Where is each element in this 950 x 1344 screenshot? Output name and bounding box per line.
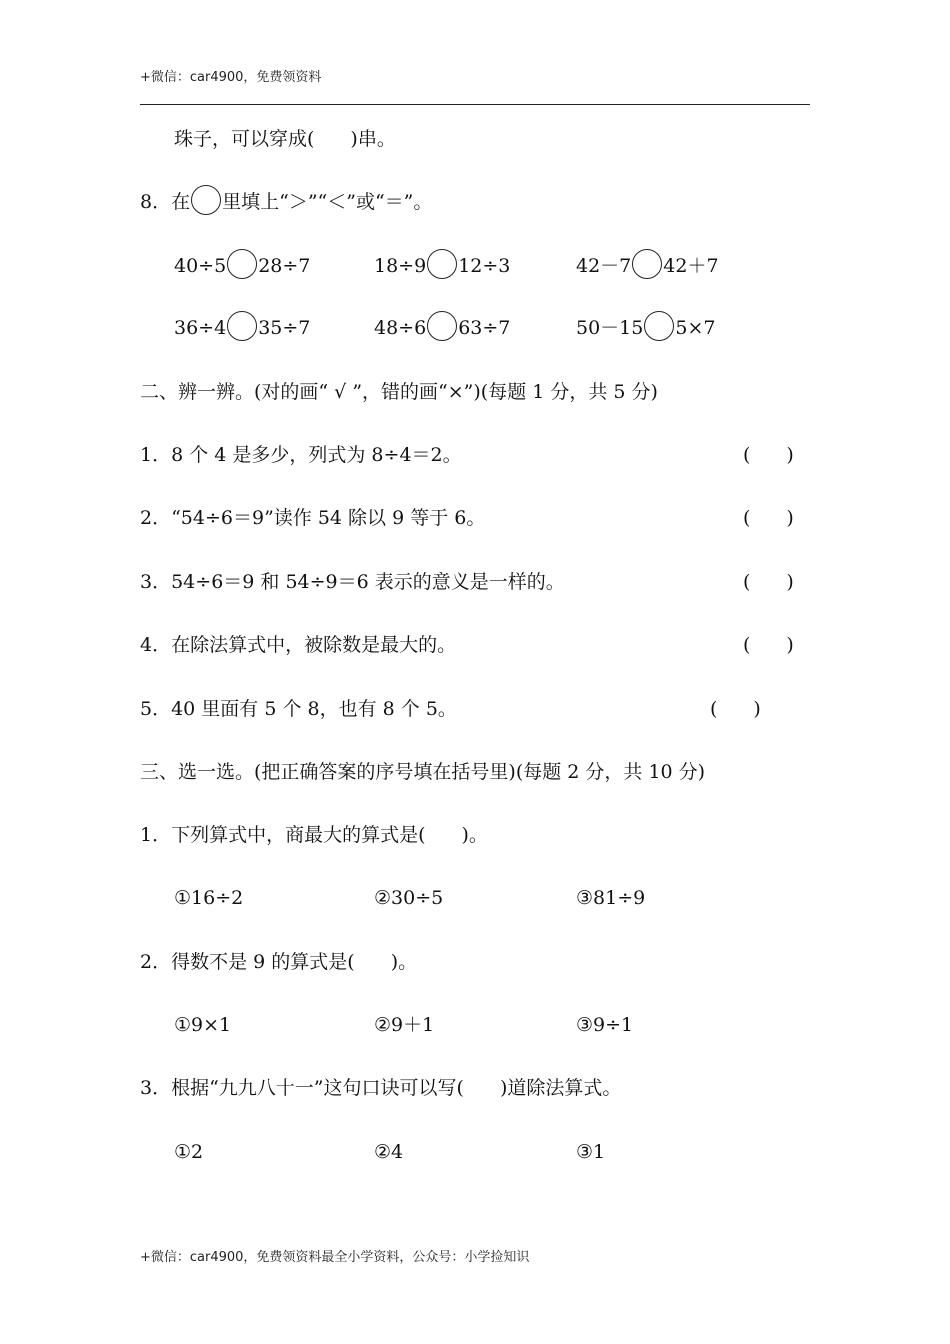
question-text-before: 得数不是 9 的算式是( [171,951,355,973]
page-footer: +微信：car4900，免费领资料最全小学资料，公众号：小学捡知识 [140,1250,530,1265]
answer-blank[interactable] [743,633,794,657]
q8-text-1: 在 [171,191,191,213]
compare-circle[interactable] [632,249,662,279]
compare-right: 12÷3 [458,255,511,277]
item-number: 1． [140,444,172,466]
option-item: ③1 [576,1141,606,1163]
q8-compare-item [174,254,310,279]
question-number: 1． [140,824,172,846]
option-item: ②30÷5 [374,887,444,909]
option-item: ②9＋1 [374,1014,435,1036]
option-item: ①16÷2 [174,887,244,909]
compare-left: 50－15 [576,317,644,339]
compare-circle[interactable] [227,311,257,341]
option-item: ②4 [374,1141,404,1163]
compare-right: 28÷7 [258,255,311,277]
q8-text-2: 里填上“＞”“＜”或“＝”。 [222,191,433,213]
item-text: “54÷6＝9”读作 54 除以 9 等于 6。 [171,507,486,529]
judge-item [140,506,485,530]
compare-circle[interactable] [644,311,674,341]
paren-open: ( [743,634,751,656]
answer-blank[interactable] [743,443,794,467]
compare-right: 42＋7 [663,255,719,277]
judge-item [140,570,565,594]
choice-question [140,950,417,974]
q8-compare-item [374,254,510,279]
item-number: 2． [140,507,172,529]
item-text: 在除法算式中，被除数是最大的。 [171,634,457,656]
continuation-text-after: )串。 [350,128,396,150]
paren-open: ( [743,444,751,466]
item-text: 40 里面有 5 个 8，也有 8 个 5。 [171,698,457,720]
paren-close: ) [786,634,794,656]
answer-blank[interactable] [710,697,761,721]
compare-circle[interactable] [427,249,457,279]
paren-close: ) [786,507,794,529]
question-text-before: 下列算式中，商最大的算式是( [171,824,426,846]
q8-prompt [140,190,432,215]
q8-compare-item [374,316,510,341]
question-text-after: )。 [390,951,418,973]
option-item: ③81÷9 [576,887,646,909]
question-number: 2． [140,951,172,973]
compare-left: 40÷5 [174,255,227,277]
option-item: ①2 [174,1141,204,1163]
paren-open: ( [710,698,718,720]
question-text-before: 根据“九九八十一”这句口诀可以写( [171,1077,464,1099]
continuation-line [174,127,396,151]
compare-circle[interactable] [427,311,457,341]
paren-open: ( [743,571,751,593]
item-text: 8 个 4 是多少，列式为 8÷4＝2。 [171,444,462,466]
q8-compare-item [576,316,715,341]
header-divider [140,104,810,105]
judge-item [140,633,456,657]
compare-left: 48÷6 [374,317,427,339]
choice-question [140,1076,621,1100]
compare-left: 36÷4 [174,317,227,339]
choice-question [140,823,488,847]
compare-right: 35÷7 [258,317,311,339]
question-text-after: )。 [461,824,488,846]
answer-blank[interactable] [743,570,794,594]
q8-compare-item [576,254,719,279]
judge-item [140,697,457,721]
paren-close: ) [786,571,794,593]
item-number: 5． [140,698,172,720]
section3-title: 三、选一选。(把正确答案的序号填在括号里)(每题 2 分，共 10 分) [140,761,706,783]
question-number: 3． [140,1077,172,1099]
paren-close: ) [786,444,794,466]
continuation-text-before: 珠子，可以穿成( [174,128,315,150]
item-text: 54÷6＝9 和 54÷9＝6 表示的意义是一样的。 [171,571,565,593]
option-item: ①9×1 [174,1014,232,1036]
judge-item [140,443,462,467]
compare-right: 5×7 [675,317,716,339]
item-number: 4． [140,634,172,656]
option-item: ③9÷1 [576,1014,634,1036]
page-header: +微信：car4900，免费领资料 [140,70,322,85]
compare-left: 42－7 [576,255,632,277]
item-number: 3． [140,571,172,593]
paren-open: ( [743,507,751,529]
compare-circle[interactable] [227,249,257,279]
compare-left: 18÷9 [374,255,427,277]
paren-close: ) [753,698,761,720]
section2-title: 二、辨一辨。(对的画“ √ ”，错的画“×”)(每题 1 分，共 5 分) [140,381,658,403]
q8-compare-item [174,316,310,341]
question-text-after: )道除法算式。 [499,1077,622,1099]
answer-blank[interactable] [743,506,794,530]
answer-circle[interactable] [191,185,221,215]
compare-right: 63÷7 [458,317,511,339]
q8-number: 8． [140,191,172,213]
